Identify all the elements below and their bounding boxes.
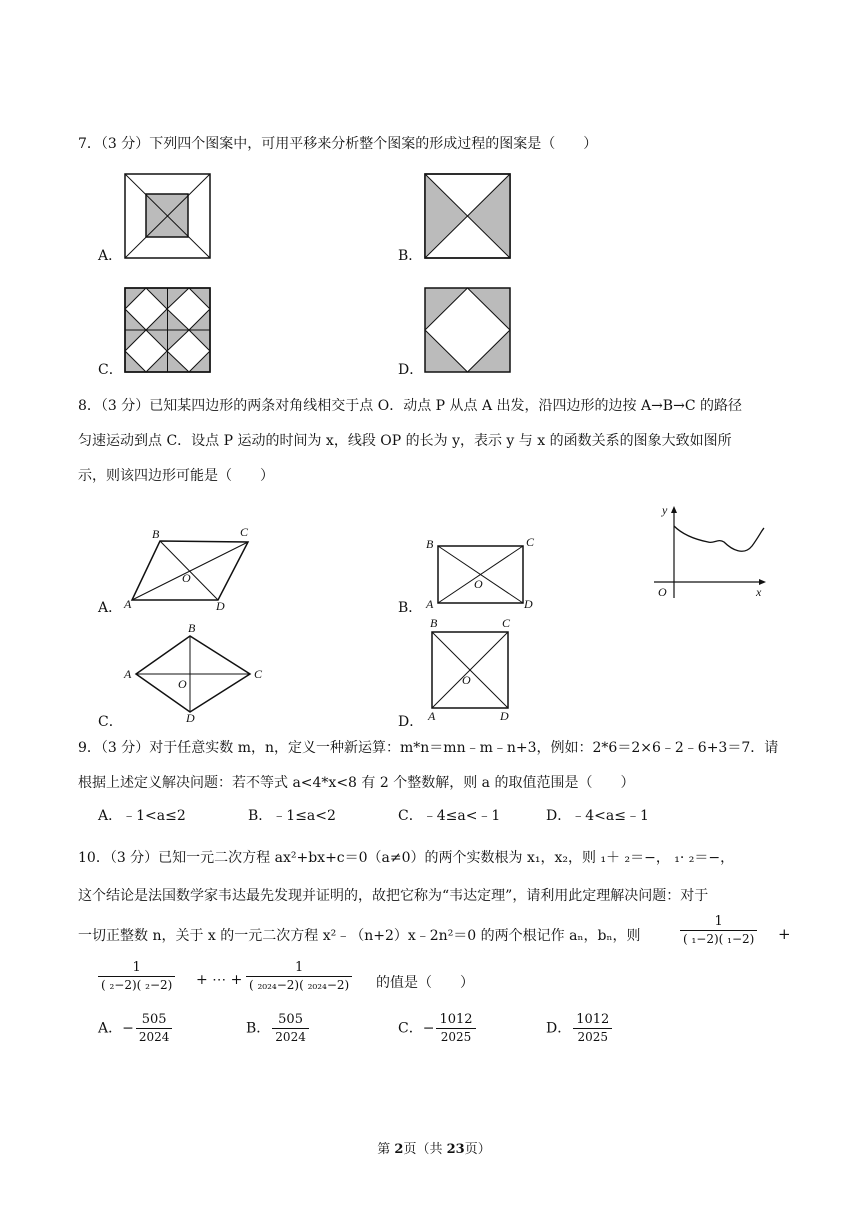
point-c: C <box>254 667 263 681</box>
graph-origin-label: O <box>658 585 667 599</box>
q9-line-1: 9．（3 分）对于任意实数 m，n，定义一种新运算：m*n＝mn﹣m﹣n+3，例如：2*6＝2×6﹣2﹣6+3＝7．请 <box>78 740 779 756</box>
graph-x-label: x <box>756 585 762 599</box>
q7-figure-a <box>124 173 212 260</box>
point-d: D <box>216 599 225 612</box>
point-c: C <box>240 525 249 539</box>
q10-fraction-3: $\frac{1}{\text{( ₂₀₂₄−2)( ₂₀₂₄−2)}}$ <box>244 960 354 993</box>
q10-ellipsis: + ⋯ + <box>196 972 243 988</box>
q10-line-1: 10．（3 分）已知一元二次方程 ax²+bx+c＝0（a≠0）的两个实数根为 x₁，x₂，则 ₁＋ ₂＝−， ₁· ₂＝−， <box>78 850 735 866</box>
q8-label-b: B． <box>398 600 423 616</box>
q9-option-a: A．﹣1<a≤2 <box>98 808 186 824</box>
q8-label-c: C． <box>98 714 123 730</box>
q7-label-a: A． <box>98 248 123 264</box>
point-b: B <box>426 537 434 551</box>
q8-figure-a <box>120 520 260 612</box>
q10-fraction-1: $\frac{1}{\text{( ₁−2)( ₁−2)}}$ <box>678 914 759 947</box>
point-c: C <box>526 535 535 549</box>
q7-figure-d <box>424 287 512 374</box>
q10-option-b: B． $\frac{505}{2024}$ <box>246 1012 311 1045</box>
q8-line-1: 8．（3 分）已知某四边形的两条对角线相交于点 O．动点 P 从点 A 出发，沿四边形的边按 A→B→C 的路径 <box>78 398 742 414</box>
q9-option-d: D．﹣4<a≤﹣1 <box>546 808 649 824</box>
q9-option-b: B．﹣1≤a<2 <box>248 808 336 824</box>
point-o: O <box>462 673 471 687</box>
q8-figure-d <box>422 614 522 726</box>
page-number: 2 <box>394 1142 404 1157</box>
q8-figure-b <box>422 532 546 612</box>
point-b: B <box>188 621 196 635</box>
q9-line-2: 根据上述定义解决问题：若不等式 a<4*x<8 有 2 个整数解，则 a 的取值范围是（ ） <box>78 775 635 791</box>
q7-figure-c <box>124 287 212 374</box>
page-total: 23 <box>446 1142 465 1157</box>
q10-tail: 的值是（ ） <box>376 975 474 991</box>
point-a: A <box>426 597 434 611</box>
point-a: A <box>124 597 132 611</box>
q8-label-a: A． <box>98 600 123 616</box>
point-b: B <box>430 616 438 630</box>
point-b: B <box>152 527 160 541</box>
q7-figure-b <box>424 173 512 260</box>
point-o: O <box>178 677 187 691</box>
q10-plus: + <box>778 925 791 943</box>
q8-graph <box>648 500 774 605</box>
q10-line-3: 一切正整数 n，关于 x 的一元二次方程 x²﹣（n+2）x﹣2n²＝0 的两个根记作 aₙ，bₙ，则 <box>78 928 641 944</box>
q7-label-c: C． <box>98 362 123 378</box>
q7-label-d: D． <box>398 362 424 378</box>
point-d: D <box>500 709 509 723</box>
q8-figure-c <box>120 620 270 724</box>
q9-option-c: C．﹣4≤a<﹣1 <box>398 808 501 824</box>
graph-y-label: y <box>662 503 668 517</box>
q8-line-3: 示，则该四边形可能是（ ） <box>78 468 274 484</box>
point-o: O <box>182 571 191 585</box>
point-d: D <box>524 597 533 611</box>
q10-option-c: C．− $\frac{1012}{2025}$ <box>398 1012 478 1045</box>
point-c: C <box>502 616 511 630</box>
q10-option-d: D． $\frac{1012}{2025}$ <box>546 1012 614 1045</box>
point-o: O <box>474 577 483 591</box>
point-d: D <box>186 711 195 724</box>
q8-line-2: 匀速运动到点 C．设点 P 运动的时间为 x，线段 OP 的长为 y，表示 y 与 x 的函数关系的图象大致如图所 <box>78 433 732 449</box>
q10-fraction-2: $\frac{1}{\text{( ₂−2)( ₂−2)}}$ <box>96 960 177 993</box>
point-a: A <box>428 709 436 723</box>
q10-option-a: A．− $\frac{505}{2024}$ <box>98 1012 174 1045</box>
q10-line-2: 这个结论是法国数学家韦达最先发现并证明的，故把它称为“韦达定理”，请利用此定理解决问题：对于 <box>78 888 709 904</box>
point-a: A <box>124 667 132 681</box>
page-footer: 第 2页（共 23页） <box>377 1142 491 1157</box>
q7-stem: 7．（3 分）下列四个图案中，可用平移来分析整个图案的形成过程的图案是（ ） <box>78 136 598 152</box>
q7-label-b: B． <box>398 248 423 264</box>
q8-label-d: D． <box>398 714 424 730</box>
